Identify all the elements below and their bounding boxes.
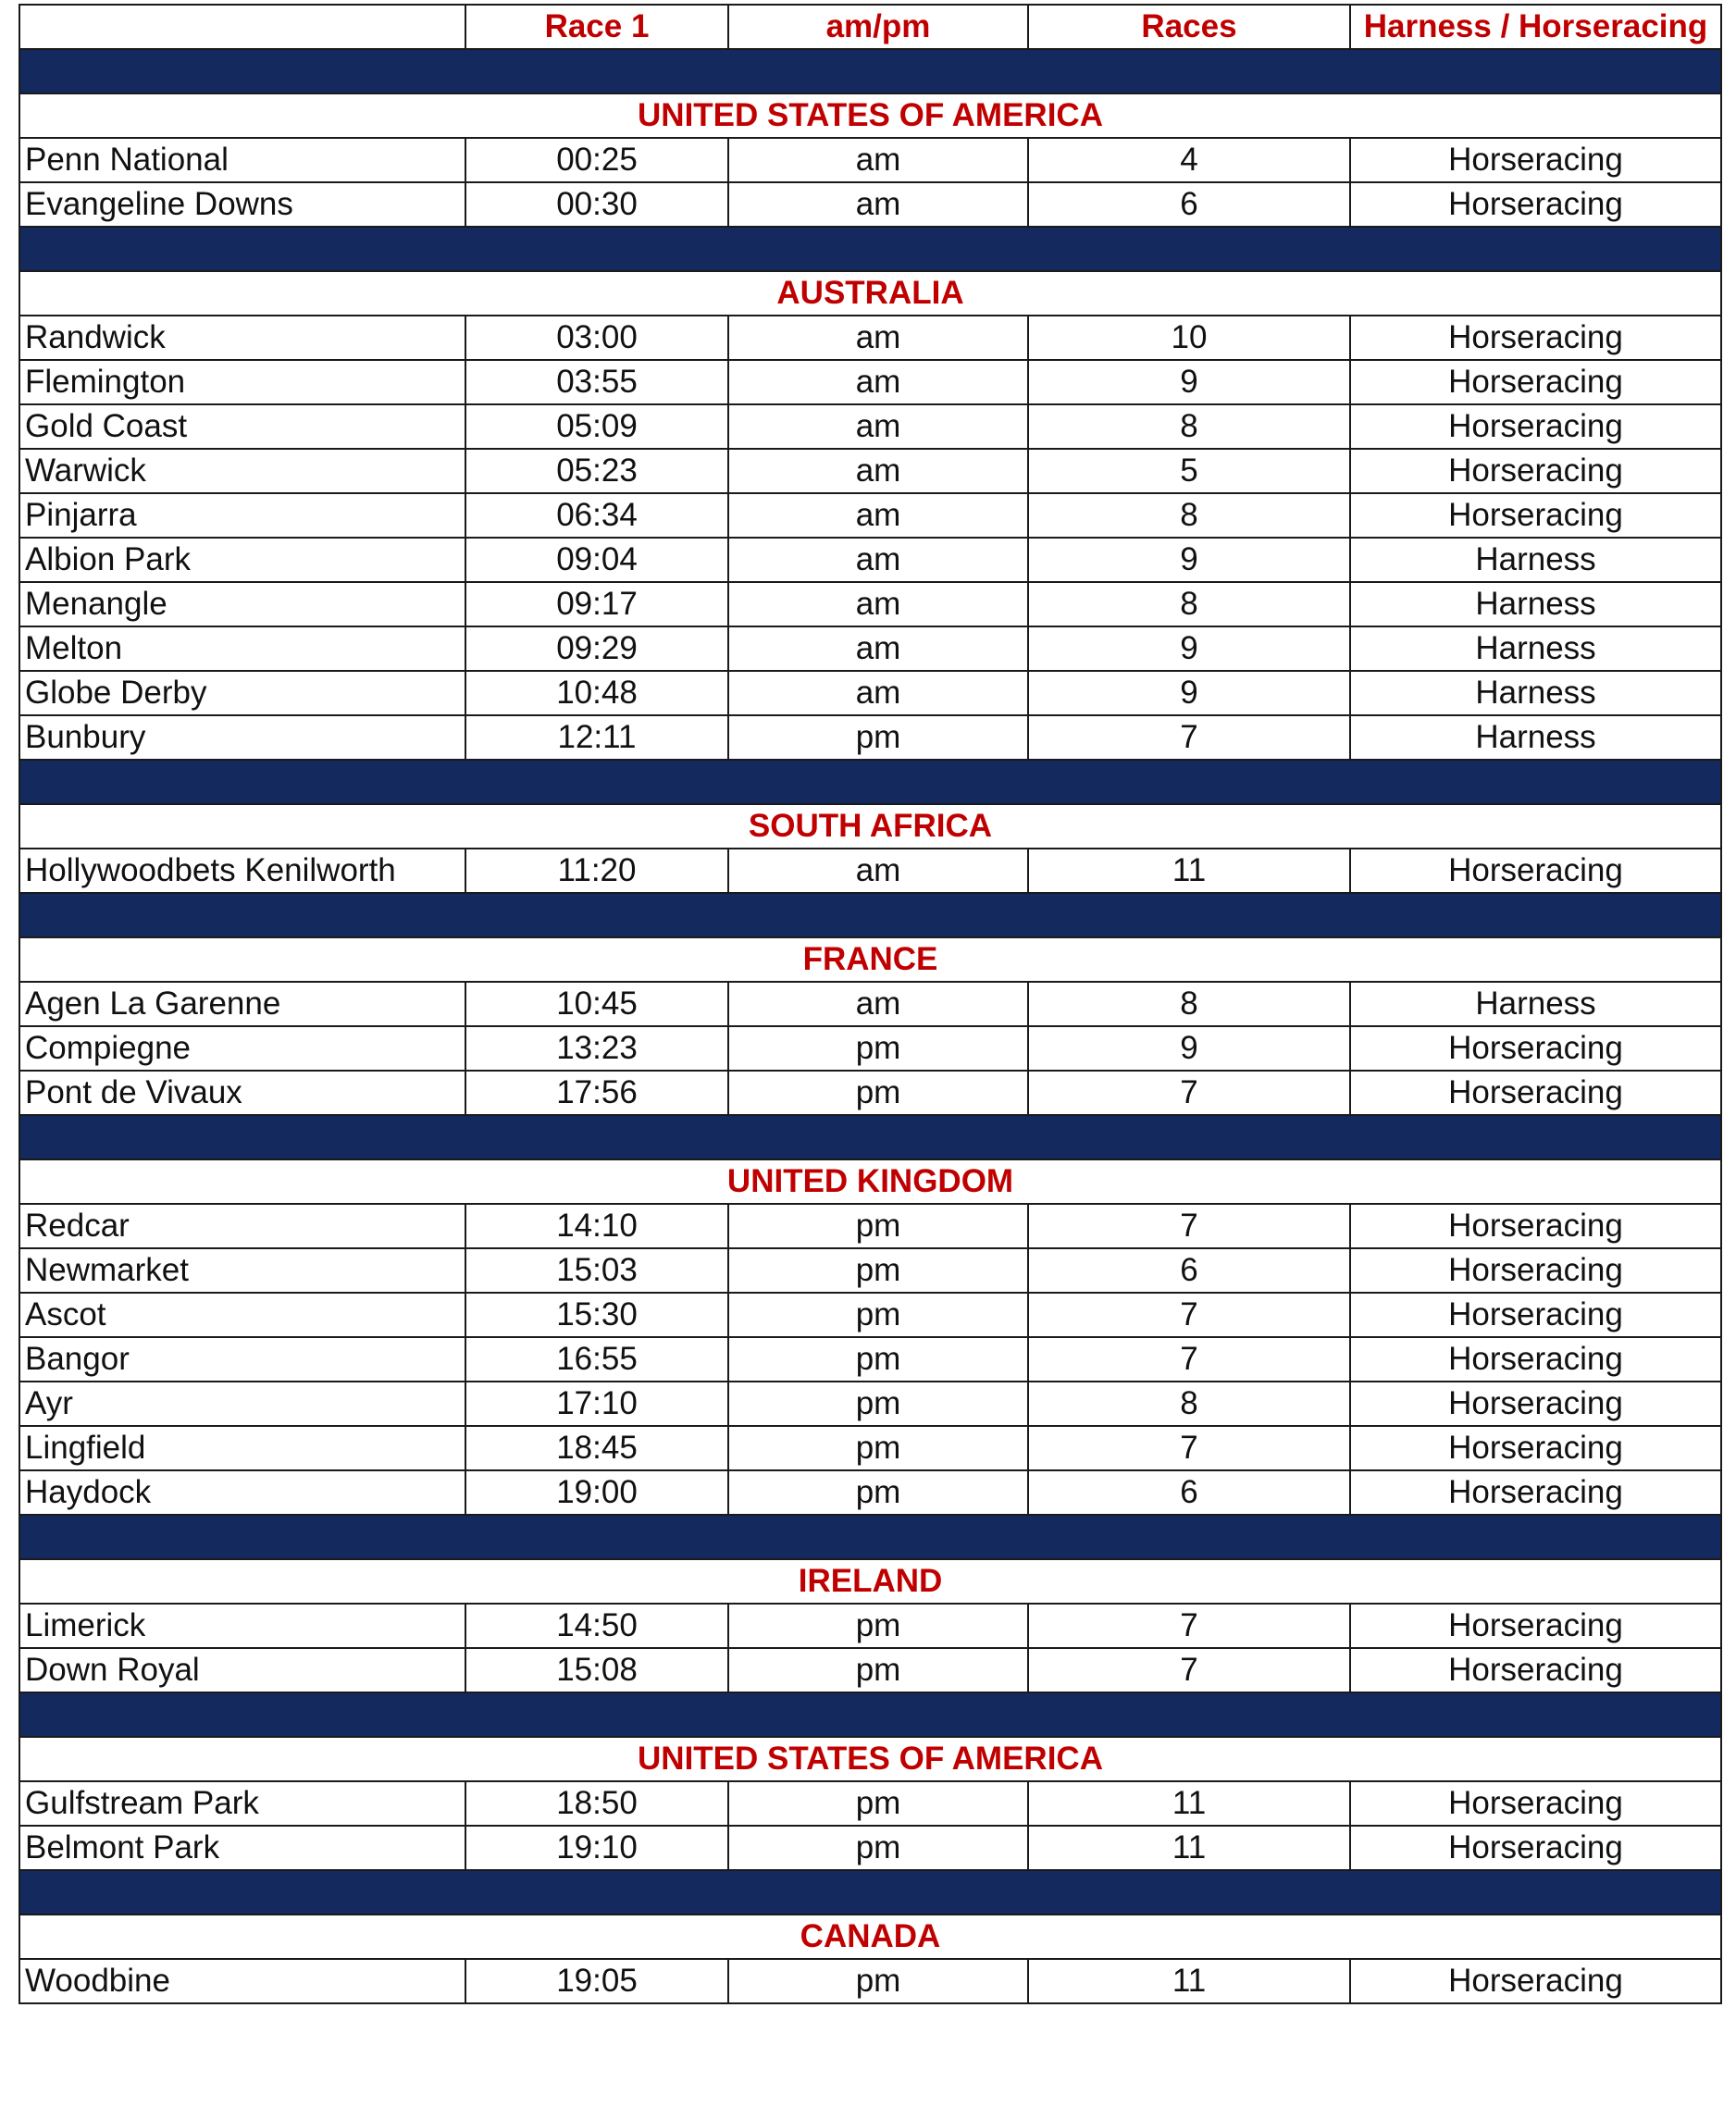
race-type: Horseracing — [1350, 1959, 1721, 2003]
venue-name: Randwick — [19, 316, 465, 360]
am-pm: am — [728, 982, 1028, 1026]
section-divider-band — [19, 1115, 1721, 1159]
am-pm: pm — [728, 1382, 1028, 1426]
race-count: 6 — [1028, 1470, 1350, 1515]
race-count: 8 — [1028, 1382, 1350, 1426]
race-1-time: 17:10 — [465, 1382, 728, 1426]
country-heading: AUSTRALIA — [19, 271, 1721, 316]
am-pm: pm — [728, 1781, 1028, 1826]
race-1-time: 03:55 — [465, 360, 728, 404]
venue-name: Lingfield — [19, 1426, 465, 1470]
am-pm: pm — [728, 1426, 1028, 1470]
header-races: Races — [1028, 5, 1350, 49]
table-row — [19, 982, 1721, 1026]
am-pm: am — [728, 138, 1028, 182]
race-count: 7 — [1028, 1426, 1350, 1470]
race-type: Harness — [1350, 538, 1721, 582]
table-row — [19, 316, 1721, 360]
section-divider-band — [19, 1515, 1721, 1559]
table-row — [19, 1026, 1721, 1071]
race-count: 7 — [1028, 1604, 1350, 1648]
venue-name: Albion Park — [19, 538, 465, 582]
race-1-time: 19:10 — [465, 1826, 728, 1870]
table-row — [19, 1382, 1721, 1426]
race-1-time: 19:05 — [465, 1959, 728, 2003]
venue-name: Pont de Vivaux — [19, 1071, 465, 1115]
race-count: 7 — [1028, 1071, 1350, 1115]
race-type: Horseracing — [1350, 449, 1721, 493]
venue-name: Evangeline Downs — [19, 182, 465, 227]
race-count: 8 — [1028, 982, 1350, 1026]
table-row — [19, 1204, 1721, 1248]
race-1-time: 10:48 — [465, 671, 728, 715]
venue-name: Globe Derby — [19, 671, 465, 715]
venue-name: Gulfstream Park — [19, 1781, 465, 1826]
am-pm: am — [728, 182, 1028, 227]
race-type: Horseracing — [1350, 138, 1721, 182]
country-heading-row — [19, 937, 1721, 982]
section-divider-cell — [19, 1692, 1721, 1737]
race-count: 9 — [1028, 671, 1350, 715]
country-heading: SOUTH AFRICA — [19, 804, 1721, 849]
section-divider-cell — [19, 1115, 1721, 1159]
am-pm: am — [728, 404, 1028, 449]
table-row — [19, 1826, 1721, 1870]
race-schedule-body — [19, 5, 1721, 2003]
race-count: 6 — [1028, 1248, 1350, 1293]
race-count: 10 — [1028, 316, 1350, 360]
table-row — [19, 360, 1721, 404]
race-1-time: 18:45 — [465, 1426, 728, 1470]
am-pm: pm — [728, 1648, 1028, 1692]
venue-name: Redcar — [19, 1204, 465, 1248]
race-type: Horseracing — [1350, 849, 1721, 893]
table-row — [19, 1248, 1721, 1293]
venue-name: Down Royal — [19, 1648, 465, 1692]
race-1-time: 11:20 — [465, 849, 728, 893]
table-row — [19, 715, 1721, 760]
race-type: Horseracing — [1350, 1026, 1721, 1071]
country-heading-row — [19, 1559, 1721, 1604]
table-row — [19, 1071, 1721, 1115]
race-count: 11 — [1028, 1826, 1350, 1870]
venue-name: Haydock — [19, 1470, 465, 1515]
race-type: Horseracing — [1350, 1071, 1721, 1115]
race-type: Horseracing — [1350, 1470, 1721, 1515]
am-pm: am — [728, 538, 1028, 582]
venue-name: Pinjarra — [19, 493, 465, 538]
table-row — [19, 1470, 1721, 1515]
race-1-time: 17:56 — [465, 1071, 728, 1115]
table-row — [19, 1293, 1721, 1337]
table-row — [19, 1337, 1721, 1382]
race-1-time: 18:50 — [465, 1781, 728, 1826]
venue-name: Penn National — [19, 138, 465, 182]
race-count: 9 — [1028, 538, 1350, 582]
country-heading: UNITED STATES OF AMERICA — [19, 93, 1721, 138]
venue-name: Woodbine — [19, 1959, 465, 2003]
race-count: 9 — [1028, 1026, 1350, 1071]
race-1-time: 15:03 — [465, 1248, 728, 1293]
country-heading: CANADA — [19, 1915, 1721, 1959]
section-divider-band — [19, 1692, 1721, 1737]
race-type: Horseracing — [1350, 182, 1721, 227]
race-count: 4 — [1028, 138, 1350, 182]
venue-name: Ascot — [19, 1293, 465, 1337]
country-heading-row — [19, 1915, 1721, 1959]
section-divider-band — [19, 760, 1721, 804]
am-pm: pm — [728, 715, 1028, 760]
race-type: Horseracing — [1350, 1781, 1721, 1826]
race-1-time: 12:11 — [465, 715, 728, 760]
venue-name: Belmont Park — [19, 1826, 465, 1870]
race-count: 11 — [1028, 1781, 1350, 1826]
race-count: 11 — [1028, 1959, 1350, 2003]
table-row — [19, 182, 1721, 227]
am-pm: pm — [728, 1026, 1028, 1071]
race-type: Horseracing — [1350, 493, 1721, 538]
am-pm: pm — [728, 1248, 1028, 1293]
race-type: Horseracing — [1350, 1337, 1721, 1382]
header-race-type: Harness / Horseracing — [1350, 5, 1721, 49]
race-count: 7 — [1028, 715, 1350, 760]
section-divider-cell — [19, 49, 1721, 93]
country-heading: FRANCE — [19, 937, 1721, 982]
race-count: 7 — [1028, 1204, 1350, 1248]
race-count: 8 — [1028, 582, 1350, 626]
race-type: Horseracing — [1350, 360, 1721, 404]
race-count: 11 — [1028, 849, 1350, 893]
race-1-time: 05:09 — [465, 404, 728, 449]
venue-name: Flemington — [19, 360, 465, 404]
race-1-time: 19:00 — [465, 1470, 728, 1515]
race-type: Harness — [1350, 582, 1721, 626]
race-1-time: 03:00 — [465, 316, 728, 360]
am-pm: pm — [728, 1826, 1028, 1870]
am-pm: am — [728, 316, 1028, 360]
race-type: Harness — [1350, 715, 1721, 760]
country-heading-row — [19, 1737, 1721, 1781]
race-count: 7 — [1028, 1648, 1350, 1692]
am-pm: am — [728, 449, 1028, 493]
race-1-time: 14:10 — [465, 1204, 728, 1248]
header-row — [19, 5, 1721, 49]
section-divider-band — [19, 893, 1721, 937]
section-divider-cell — [19, 227, 1721, 271]
venue-name: Agen La Garenne — [19, 982, 465, 1026]
race-type: Horseracing — [1350, 1604, 1721, 1648]
race-1-time: 14:50 — [465, 1604, 728, 1648]
race-type: Harness — [1350, 671, 1721, 715]
race-type: Horseracing — [1350, 1826, 1721, 1870]
venue-name: Bangor — [19, 1337, 465, 1382]
race-type: Horseracing — [1350, 1293, 1721, 1337]
race-count: 6 — [1028, 182, 1350, 227]
am-pm: pm — [728, 1470, 1028, 1515]
venue-name: Limerick — [19, 1604, 465, 1648]
race-1-time: 00:30 — [465, 182, 728, 227]
header-venue — [19, 5, 465, 49]
table-row — [19, 449, 1721, 493]
table-row — [19, 849, 1721, 893]
venue-name: Newmarket — [19, 1248, 465, 1293]
race-count: 9 — [1028, 626, 1350, 671]
country-heading-row — [19, 1159, 1721, 1204]
race-1-time: 15:08 — [465, 1648, 728, 1692]
am-pm: am — [728, 582, 1028, 626]
table-row — [19, 671, 1721, 715]
section-divider-cell — [19, 1870, 1721, 1915]
am-pm: am — [728, 849, 1028, 893]
section-divider-band — [19, 227, 1721, 271]
table-row — [19, 626, 1721, 671]
am-pm: pm — [728, 1337, 1028, 1382]
am-pm: pm — [728, 1071, 1028, 1115]
race-1-time: 09:17 — [465, 582, 728, 626]
am-pm: am — [728, 626, 1028, 671]
country-heading: IRELAND — [19, 1559, 1721, 1604]
am-pm: pm — [728, 1204, 1028, 1248]
table-row — [19, 1959, 1721, 2003]
table-row — [19, 404, 1721, 449]
race-1-time: 00:25 — [465, 138, 728, 182]
header-am-pm: am/pm — [728, 5, 1028, 49]
venue-name: Compiegne — [19, 1026, 465, 1071]
race-count: 9 — [1028, 360, 1350, 404]
am-pm: am — [728, 671, 1028, 715]
venue-name: Warwick — [19, 449, 465, 493]
country-heading-row — [19, 271, 1721, 316]
race-1-time: 16:55 — [465, 1337, 728, 1382]
race-1-time: 09:04 — [465, 538, 728, 582]
venue-name: Menangle — [19, 582, 465, 626]
race-type: Harness — [1350, 982, 1721, 1026]
venue-name: Ayr — [19, 1382, 465, 1426]
table-row — [19, 1604, 1721, 1648]
race-type: Harness — [1350, 626, 1721, 671]
table-row — [19, 1426, 1721, 1470]
country-heading-row — [19, 804, 1721, 849]
race-1-time: 09:29 — [465, 626, 728, 671]
race-type: Horseracing — [1350, 1648, 1721, 1692]
country-heading-row — [19, 93, 1721, 138]
venue-name: Melton — [19, 626, 465, 671]
am-pm: am — [728, 493, 1028, 538]
section-divider-cell — [19, 1515, 1721, 1559]
race-type: Horseracing — [1350, 1204, 1721, 1248]
am-pm: pm — [728, 1604, 1028, 1648]
table-row — [19, 1648, 1721, 1692]
section-divider-band — [19, 1870, 1721, 1915]
venue-name: Hollywoodbets Kenilworth — [19, 849, 465, 893]
race-type: Horseracing — [1350, 1248, 1721, 1293]
venue-name: Gold Coast — [19, 404, 465, 449]
header-race-1: Race 1 — [465, 5, 728, 49]
race-type: Horseracing — [1350, 1426, 1721, 1470]
table-row — [19, 582, 1721, 626]
table-row — [19, 493, 1721, 538]
section-divider-cell — [19, 893, 1721, 937]
country-heading: UNITED KINGDOM — [19, 1159, 1721, 1204]
country-heading: UNITED STATES OF AMERICA — [19, 1737, 1721, 1781]
race-count: 7 — [1028, 1337, 1350, 1382]
race-type: Horseracing — [1350, 404, 1721, 449]
am-pm: am — [728, 360, 1028, 404]
race-1-time: 06:34 — [465, 493, 728, 538]
race-1-time: 05:23 — [465, 449, 728, 493]
race-1-time: 15:30 — [465, 1293, 728, 1337]
race-1-time: 13:23 — [465, 1026, 728, 1071]
race-count: 8 — [1028, 404, 1350, 449]
race-count: 5 — [1028, 449, 1350, 493]
race-schedule-table — [19, 4, 1722, 2004]
section-divider-cell — [19, 760, 1721, 804]
table-row — [19, 538, 1721, 582]
race-type: Horseracing — [1350, 316, 1721, 360]
am-pm: pm — [728, 1293, 1028, 1337]
race-type: Horseracing — [1350, 1382, 1721, 1426]
table-row — [19, 1781, 1721, 1826]
race-1-time: 10:45 — [465, 982, 728, 1026]
section-divider-band — [19, 49, 1721, 93]
am-pm: pm — [728, 1959, 1028, 2003]
venue-name: Bunbury — [19, 715, 465, 760]
table-row — [19, 138, 1721, 182]
race-count: 7 — [1028, 1293, 1350, 1337]
race-count: 8 — [1028, 493, 1350, 538]
